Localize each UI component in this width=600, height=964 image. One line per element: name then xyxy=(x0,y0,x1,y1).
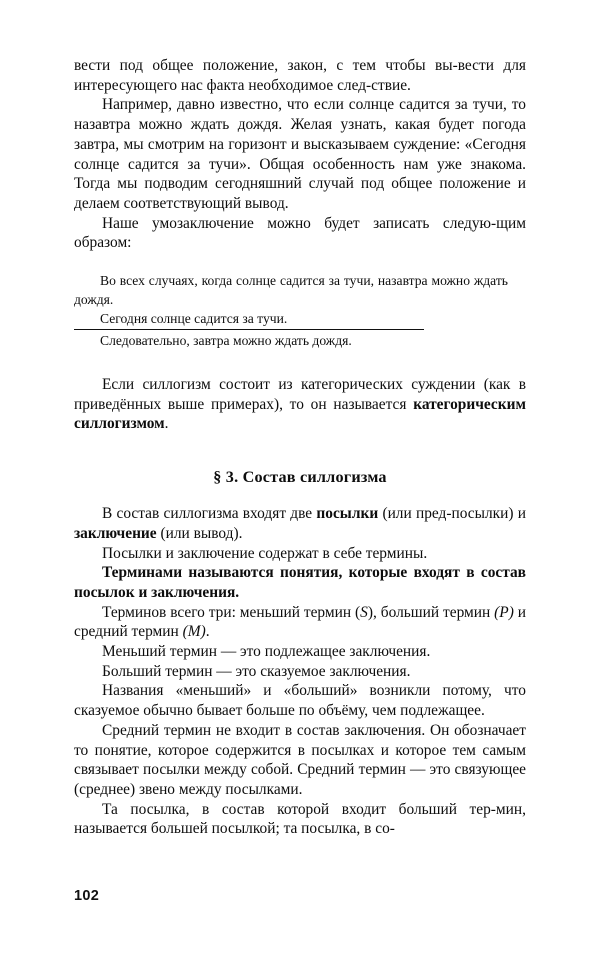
paragraph-5-run-3: (или пред-посылки) и xyxy=(378,505,526,523)
paragraph-8-run-5: и средний термин xyxy=(74,603,526,641)
paragraph-4 xyxy=(74,375,526,434)
paragraph-1: вести под общее положение, закон, с тем чтобы вы-вести для интересующего нас факта необходимое след-ствие. xyxy=(74,57,526,94)
paragraph-5 xyxy=(74,504,526,543)
syllogism-major-premise: Во всех случаях, когда солнце садится за тучи, назавтра можно ждать дождя. xyxy=(74,273,508,308)
spacer xyxy=(74,434,526,467)
paragraph-8-run-1: Терминов всего три: меньший термин ( xyxy=(102,603,361,621)
paragraph-12: Средний термин не входит в состав заключения. Он обозначает то понятие, которое содержится в посылках и которое тем самым связывает посылки между собой. Средний термин — это связующее (среднее) звено между посылками. xyxy=(74,721,526,798)
definition-terms-bold: Терминами называются понятия, которые входят в состав посылок и заключения. xyxy=(74,564,526,601)
syllogism-minor-premise: Сегодня солнце садится за тучи. xyxy=(74,309,424,330)
paragraph-6: Посылки и заключение содержат в себе термины. xyxy=(102,544,428,562)
spacer xyxy=(74,350,526,375)
page-number: 102 xyxy=(74,888,100,904)
paragraph-13: Та посылка, в состав которой входит больший тер-мин, называется большей посылкой; та посылка, в со- xyxy=(74,800,526,838)
paragraph-9: Меньший термин — это подлежащее заключения. xyxy=(102,643,431,661)
syllogism-conclusion: Следовательно, завтра можно ждать дождя. xyxy=(100,333,352,349)
paragraph-8-run-3: ), больший термин xyxy=(367,603,495,621)
paragraph-11: Названия «меньший» и «больший» возникли потому, что сказуемое обычно бывает больше по объёму, чем подлежащее. xyxy=(74,682,526,720)
paragraph-8 xyxy=(74,603,526,642)
paragraph-4-run-3: . xyxy=(164,415,169,433)
spacer xyxy=(74,487,526,504)
paragraph-2: Например, давно известно, что если солнце садится за тучи, то назавтра можно ждать дождя. Желая узнать, какая будет погода завтра, мы смотрим на горизонт и высказываем суждение: «Сегодня солнце садится за тучи». Общая особенность нам уже знакома. Тогда мы подводим сегодняшний случай под общее положение и делаем соответствующий вывод. xyxy=(74,96,526,212)
text-column xyxy=(74,56,526,839)
symbol-s: S xyxy=(360,603,368,621)
term-zaklyuchenie: заключение xyxy=(74,524,157,542)
term-posylki: посылки xyxy=(316,505,379,523)
paragraph-5-run-5: (или вывод). xyxy=(156,524,243,542)
paragraph-10: Больший термин — это сказуемое заключения. xyxy=(102,662,411,680)
term-categorical-syllogism: категорическим силлогизмом xyxy=(74,395,526,433)
paragraph-8-run-7: . xyxy=(205,623,210,641)
paragraph-5-run-1: В состав силлогизма входят две xyxy=(102,505,317,523)
paragraph-4-run-1: Если силлогизм состоит из категорических суждении (как в приведённых выше примерах), то он называется xyxy=(74,376,526,413)
symbol-p: (P) xyxy=(494,603,514,621)
paragraph-3: Наше умозаключение можно будет записать следую-щим образом: xyxy=(74,214,526,252)
section-heading: § 3. Состав силлогизма xyxy=(213,468,387,487)
symbol-m: (M) xyxy=(182,623,206,641)
paragraph-7-definition xyxy=(74,563,526,602)
syllogism-block xyxy=(74,271,514,350)
